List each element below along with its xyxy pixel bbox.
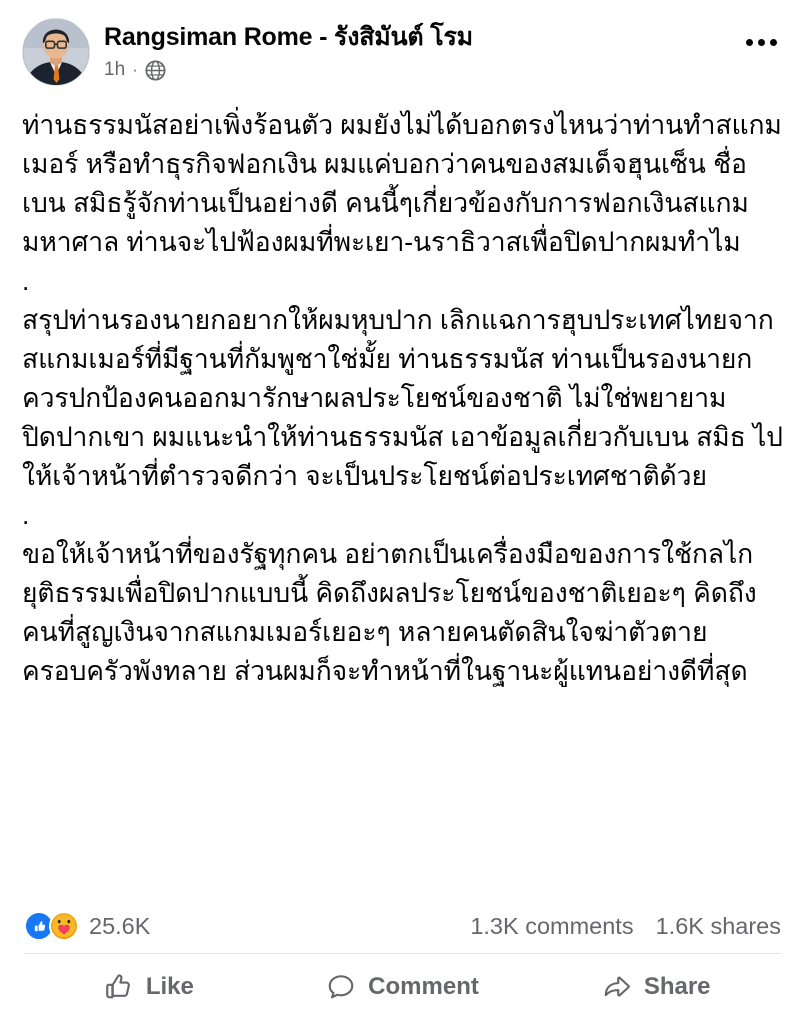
- post-paragraph: สรุปท่านรองนายกอยากให้ผมหุบปาก เลิกแฉการฮุบประเทศไทยจากสแกมเมอร์ที่มีฐานที่กัมพูชาใช่มั้ย ท่านธรรมนัส ท่านเป็นรองนายกควรปกป้องคนออกมารักษาผลประโยชน์ของชาติ ไม่ใช่พยายามปิดปากเขา ผมแนะนำให้ท่านธรรมนัส เอาข้อมูลเกี่ยวกับเบน สมิธ ไปให้เจ้าหน้าที่ตำรวจดีกว่า จะเป็นประโยชน์ต่อประเทศชาติด้วย: [22, 305, 783, 491]
- post-author-name[interactable]: Rangsiman Rome - รังสิมันต์ โรม: [104, 23, 473, 51]
- reaction-count: 25.6K: [89, 912, 151, 939]
- share-count[interactable]: 1.6K shares: [655, 912, 781, 939]
- comment-count[interactable]: 1.3K comments: [470, 912, 634, 939]
- like-button-label: Like: [145, 973, 194, 1000]
- engagement-counts: [470, 913, 781, 940]
- comment-button-label: Comment: [368, 973, 479, 1000]
- like-button[interactable]: [22, 964, 276, 1010]
- more-dots: [746, 39, 777, 46]
- post-header-text: [104, 18, 739, 81]
- reaction-icons: [24, 911, 79, 941]
- post-paragraph: ท่านธรรมนัสอย่าเพิ่งร้อนตัว ผมยังไม่ได้บอกตรงไหนว่าท่านทำสแกมเมอร์ หรือทำธุรกิจฟอกเงิน ผมแค่บอกว่าคนของสมเด็จฮุนเซ็น ชื่อ เบน สมิธรู้จักท่านเป็นอย่างดี คนนี้ๆเกี่ยวข้องกับการฟอกเงินสแกมมหาศาล ท่านจะไปฟ้องผมที่พะเยา-นราธิวาสเพื่อปิดปากผมทำไม: [22, 110, 782, 257]
- post-meta: [104, 59, 739, 81]
- comment-bubble-icon: [326, 972, 356, 1002]
- share-button-label: Share: [643, 973, 711, 1000]
- post-paragraph-separator: .: [22, 500, 30, 530]
- post-stats: [22, 897, 783, 953]
- thumbs-up-icon: [104, 972, 134, 1002]
- post-timestamp[interactable]: 1h: [104, 59, 126, 80]
- meta-separator: ·: [132, 60, 138, 79]
- globe-icon[interactable]: [145, 59, 167, 81]
- reaction-summary[interactable]: [24, 911, 150, 941]
- care-reaction-icon: [49, 911, 79, 941]
- post-actions: [22, 954, 783, 1024]
- post-paragraph-separator: .: [22, 266, 30, 296]
- profile-photo-image: [23, 19, 89, 85]
- post-body: [22, 92, 783, 897]
- more-options-icon[interactable]: [739, 20, 783, 64]
- share-arrow-icon: [602, 972, 632, 1002]
- share-button[interactable]: [529, 964, 783, 1010]
- post-paragraph: ขอให้เจ้าหน้าที่ของรัฐทุกคน อย่าตกเป็นเครื่องมือของการใช้กลไกยุติธรรมเพื่อปิดปากแบบนี้ คิดถึงผลประโยชน์ของชาติเยอะๆ คิดถึงคนที่สูญเงินจากสแกมเมอร์เยอะๆ หลายคนตัดสินใจฆ่าตัวตาย ครอบครัวพังทลาย ส่วนผมก็จะทำหน้าที่ในฐานะผู้แทนอย่างดีที่สุด: [22, 539, 757, 686]
- comment-button[interactable]: [276, 964, 530, 1010]
- avatar[interactable]: [22, 18, 90, 86]
- post-header: [22, 0, 783, 92]
